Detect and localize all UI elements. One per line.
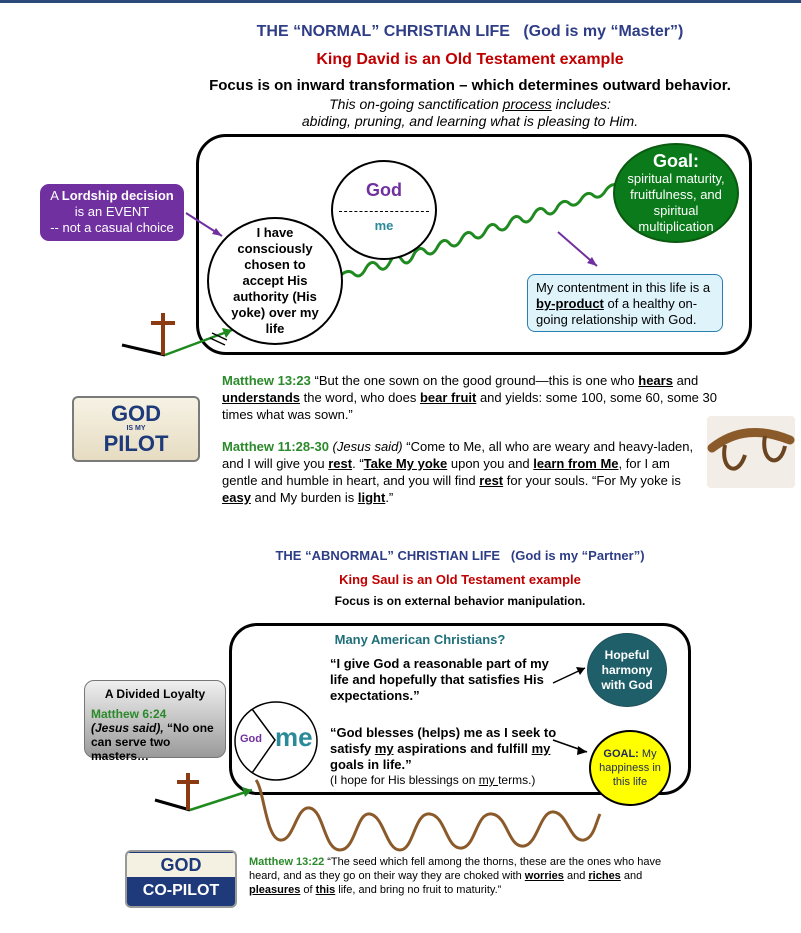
god-co-pilot-plate (125, 850, 237, 908)
verse2-c: . “ (352, 456, 364, 471)
quote2-d: my (531, 741, 551, 756)
plate-is-my: IS MY (126, 425, 146, 432)
verse2-m: .” (385, 490, 394, 505)
verse2-d: Take My yoke (363, 456, 448, 471)
happiness-text (595, 747, 665, 789)
divided-text: “No one can serve two masters… (91, 721, 214, 763)
happiness-goal-circle (589, 730, 671, 806)
green-arrow-2 (190, 790, 252, 810)
goal-label: GOAL: (603, 748, 639, 760)
me-label: me (374, 217, 394, 233)
pie-me-label: me (275, 722, 313, 752)
lordship-text-b: Lordship decision (61, 188, 174, 203)
verse2-a: “Come to Me, all who are weary and heavy-laden, and I will give you (222, 439, 694, 471)
verse1-ref: Matthew 13:23 (222, 373, 311, 388)
plate-god: GOD (110, 401, 162, 426)
normal-title: THE “NORMAL” CHRISTIAN LIFE (God is my “Master”) (256, 23, 684, 40)
abnormal-quote1: “I give God a reasonable part of my life and hopefully that satisfies His expectations.” (330, 656, 549, 703)
verse2-k: and My burden is (250, 490, 358, 505)
verse2-e: upon you and (447, 456, 534, 471)
contentment-text-b: by-product (536, 296, 604, 311)
hopeful-harmony-circle (587, 633, 667, 707)
verse1-c: and (672, 373, 699, 388)
verse2-j: easy (222, 490, 251, 505)
quote3-c: terms.) (498, 773, 536, 787)
plate-pilot: PILOT (103, 431, 169, 456)
lordship-text-c: is an EVENT (74, 204, 150, 219)
quote2-e: goals in life.” (330, 757, 412, 772)
wavy-line (256, 780, 600, 850)
pie-god-label: God (240, 733, 262, 745)
verse3-f: pleasures (249, 884, 301, 896)
process-word: process (502, 96, 552, 112)
verse1-f: bear fruit (419, 390, 477, 405)
quote2-b: my (374, 741, 394, 756)
normal-focus: Focus is on inward transformation – which determines outward behavior. (209, 77, 731, 94)
hopeful-text: Hopeful harmony with God (601, 647, 653, 692)
quote3-b: my (478, 773, 499, 787)
co-plate-copilot: CO-PILOT (142, 882, 220, 899)
process-text-b: includes: (551, 96, 611, 112)
divided-said: (Jesus said), (91, 721, 164, 735)
verse3-g: of (300, 884, 316, 896)
normal-subtitle: King David is an Old Testament example (316, 51, 624, 68)
verse3-b: worries (524, 870, 564, 882)
verse3-i: life, and bring no fruit to maturity.” (335, 884, 502, 896)
ground-line-2 (155, 800, 190, 810)
verse2-h: rest (479, 473, 504, 488)
co-plate-god: GOD (127, 853, 235, 877)
verse1-a: “But the one sown on the good ground—this is one who (310, 373, 639, 388)
contentment-text-a: My contentment in this life is a (536, 280, 711, 295)
verse1-g: and yields: some 100, some 60, some 30 times what was sown.” (222, 390, 717, 422)
goal-text: spiritual maturity, fruitfulness, and spiritual multiplication (627, 171, 725, 234)
lordship-text-d: -- not a casual choice (50, 220, 174, 235)
verse3-c: and (563, 870, 589, 882)
goal-title: Goal: (652, 151, 699, 171)
abnormal-title: THE “ABNORMAL” CHRISTIAN LIFE (God is my “Partner”) (275, 548, 645, 563)
process-text-a: This on-going sanctification (329, 96, 503, 112)
verse2-ref: Matthew 11:28-30 (222, 439, 329, 454)
accept-text: I have consciously chosen to accept His authority (His yoke) over my life (231, 225, 319, 336)
god-label: God (366, 179, 402, 200)
verse2-b: rest (328, 456, 353, 471)
goal-pointer-head (577, 746, 587, 755)
quote2-a: “God blesses (helps) me as I seek to satisfy (330, 725, 557, 756)
verse2-f: learn from Me (533, 456, 619, 471)
verse1-e: the word, who does (300, 390, 420, 405)
green-arrow-2-head (242, 787, 252, 797)
verse3-h: this (315, 884, 336, 896)
contentment-text-c: of a healthy on-going relationship with God. (536, 296, 698, 327)
abnormal-question: Many American Christians? (334, 632, 506, 647)
quote3-a: (I hope for His blessings on (330, 773, 479, 787)
verse1-d: understands (222, 390, 301, 405)
verse3-d: riches (588, 870, 621, 882)
verse3-a: “The seed which fell among the thorns, these are the ones who have heard, and as they go on their way they are choked with (249, 856, 662, 882)
normal-process-line2: abiding, pruning, and learning what is pleasing to Him. (301, 113, 639, 129)
abnormal-focus: Focus is on external behavior manipulation. (334, 594, 586, 608)
verse3-ref: Matthew 13:22 (249, 856, 325, 868)
verse1-b: hears (638, 373, 673, 388)
verse-matthew-13-22 (249, 855, 669, 897)
divided-title: A Divided Loyalty (104, 687, 206, 701)
divided-ref: Matthew 6:24 (91, 707, 167, 721)
verse2-g: , for I am gentle and humble in heart, and you will find (222, 456, 670, 488)
happiness-goal-text: My happiness in this life (599, 748, 661, 788)
verse2-said: (Jesus said) (328, 439, 403, 454)
verse2-l: light (357, 490, 386, 505)
verse2-i: for your souls. “For My yoke is (503, 473, 681, 488)
abnormal-subtitle: King Saul is an Old Testament example (339, 572, 581, 587)
quote2-c: aspirations and fulfill (393, 741, 532, 756)
lordship-text-a: A (50, 188, 62, 203)
verse3-e: and (620, 870, 643, 882)
